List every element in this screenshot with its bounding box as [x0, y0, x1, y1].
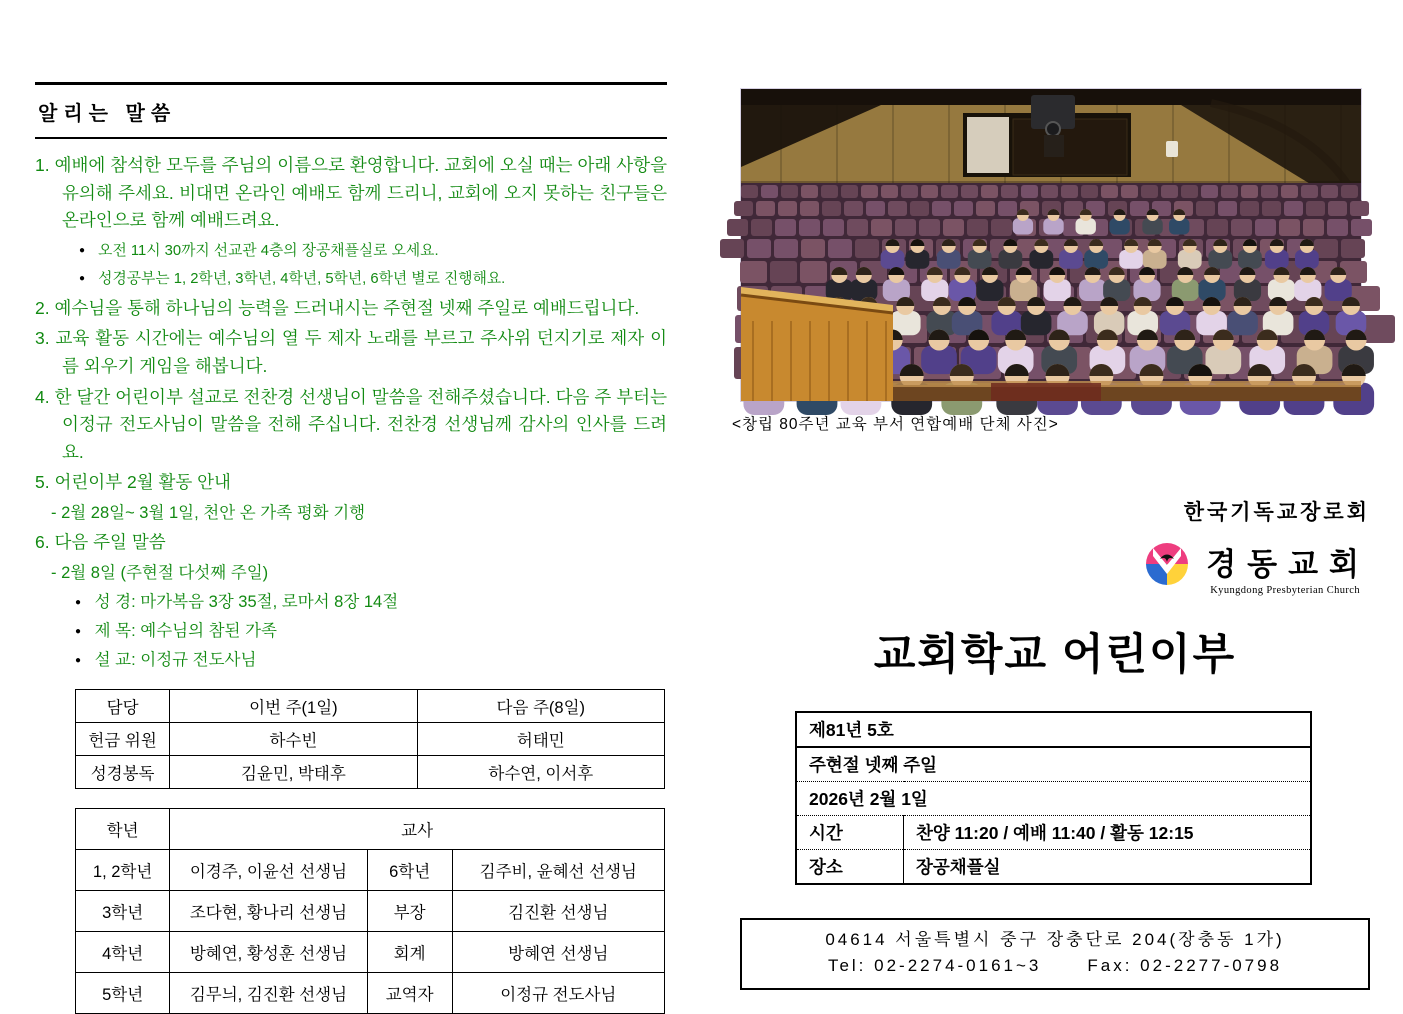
item-text: 어린이부 2월 활동 안내: [54, 472, 231, 493]
teacher-header-teacher: 교사: [170, 808, 665, 849]
dash-glyph: -: [51, 504, 57, 523]
announcement-bullet: [75, 618, 667, 645]
item-number: 4.: [35, 386, 50, 407]
table-row: [796, 782, 1311, 816]
duty-cell: 성경봉독: [76, 755, 170, 788]
teacher-table: [75, 808, 665, 1014]
masthead-title: 교회학교 어린이부: [873, 631, 1237, 679]
teacher-cell: 3학년: [76, 890, 170, 931]
teacher-cell: 1, 2학년: [76, 849, 170, 890]
item-number: 1.: [35, 155, 50, 175]
item-number: 3.: [35, 328, 50, 349]
duty-table: [75, 689, 665, 789]
teacher-cell: 부장: [367, 890, 452, 931]
table-row: [796, 850, 1311, 885]
teacher-cell: 교역자: [367, 972, 452, 1013]
announcement-item: [35, 325, 667, 380]
table-row: [76, 689, 665, 722]
item-text: 예수님을 통해 하나님의 능력을 드러내시는 주현절 넷째 주일로 예배드립니다.: [54, 297, 640, 318]
table-row: [76, 931, 665, 972]
announcement-item: [35, 384, 667, 467]
right-column: [732, 88, 1370, 990]
subitem-text: 2월 28일~ 3월 1일, 천안 온 가족 평화 기행: [61, 504, 366, 523]
item-text: 다음 주일 말씀: [54, 532, 166, 553]
teacher-cell: 이정규 전도사님: [452, 972, 664, 1013]
church-name: 경동교회: [1206, 547, 1370, 582]
item-text: 교육 활동 시간에는 예수님의 열 두 제자 노래를 부르고 주사위 던지기로 제자 이름 외우기 게임을 해봅니다.: [55, 328, 667, 376]
duty-cell: 김윤민, 박태후: [170, 755, 417, 788]
teacher-cell: 방혜연, 황성훈 선생님: [170, 931, 367, 972]
place-label: 장소: [796, 850, 904, 885]
announcement-bullet: [79, 266, 667, 292]
church-name-en: Kyungdong Presbyterian Church: [1210, 585, 1361, 596]
issue-week: 주현절 넷째 주일: [796, 747, 1311, 782]
bullet-icon: ●: [75, 597, 82, 609]
time-label: 시간: [796, 816, 904, 850]
photo-caption: <창립 80주년 교육 부서 연합예배 단체 사진>: [732, 416, 1059, 433]
telephone: Tel: 02-2274-0161~3: [827, 956, 1042, 976]
duty-cell: 하수연, 이서후: [417, 755, 664, 788]
dash-glyph: -: [51, 564, 57, 583]
issue-date: 2026년 2월 1일: [796, 782, 1311, 816]
item-number: 6.: [35, 532, 50, 553]
teacher-cell: 방혜연 선생님: [452, 931, 664, 972]
church-name-block: [1200, 539, 1370, 596]
table-row: [796, 816, 1311, 850]
bullet-text: 오전 11시 30까지 선교관 4층의 장공채플실로 오세요.: [98, 242, 439, 259]
bullet-icon: ●: [79, 244, 86, 256]
table-row: [76, 890, 665, 931]
teacher-cell: 5학년: [76, 972, 170, 1013]
issue-info: [795, 711, 1312, 885]
contact-line: [744, 953, 1366, 979]
denomination: 한국기독교장로회: [1183, 500, 1370, 524]
bullet-icon: ●: [75, 626, 82, 638]
group-photo-svg: [741, 89, 1361, 401]
duty-header-nextweek: 다음 주(8일): [417, 689, 664, 722]
announcement-item: [35, 529, 667, 557]
fax: Fax: 02-2277-0798: [1087, 956, 1283, 976]
item-number: 5.: [35, 472, 50, 493]
duty-header-role: 담당: [76, 689, 170, 722]
church-identity: [740, 539, 1370, 596]
duty-cell: 허태민: [417, 722, 664, 755]
announcement-bullet: [79, 238, 667, 264]
announcement-bullet: [75, 647, 667, 674]
item-number: 2.: [35, 297, 50, 318]
table-row: [76, 722, 665, 755]
church-logo-icon: [1143, 539, 1191, 589]
issue-table: [795, 711, 1312, 885]
announcement-bullet: [75, 589, 667, 616]
duty-cell: 헌금 위원: [76, 722, 170, 755]
address-line: 04614 서울특별시 중구 장충단로 204(장충동 1가): [825, 930, 1285, 949]
announcements-title: 알리는 말씀: [38, 103, 177, 125]
teacher-header-grade: 학년: [76, 808, 170, 849]
announcements-section: [35, 82, 667, 1014]
issue-number: 제81년 5호: [796, 712, 1311, 747]
teacher-cell: 6학년: [367, 849, 452, 890]
duty-cell: 하수빈: [170, 722, 417, 755]
bullet-icon: ●: [79, 273, 86, 285]
table-row: [796, 712, 1311, 747]
announcement-subitem: [51, 560, 667, 586]
table-row: [76, 808, 665, 849]
duty-header-thisweek: 이번 주(1일): [170, 689, 417, 722]
teacher-cell: 김주비, 윤혜선 선생님: [452, 849, 664, 890]
item-text: 한 달간 어린이부 설교로 전찬경 선생님이 말씀을 전해주셨습니다. 다음 주 부터는 이정규 전도사님이 말씀을 전해 주십니다. 전찬경 선생님께 감사의 인사를 드려요.: [54, 386, 667, 462]
address-box: [740, 918, 1370, 990]
place-value: 장공채플실: [916, 857, 1001, 877]
table-row: [76, 849, 665, 890]
bullet-text: 제 목: 예수님의 참된 가족: [94, 622, 277, 641]
announcement-item: [35, 295, 667, 323]
subitem-text: 2월 8일 (주현절 다섯째 주일): [61, 564, 269, 583]
time-value: 찬양 11:20 / 예배 11:40 / 활동 12:15: [904, 816, 1312, 850]
bullet-text: 성경공부는 1, 2학년, 3학년, 4학년, 5학년, 6학년 별로 진행해요.: [98, 271, 506, 288]
announcement-item: [35, 469, 667, 497]
item-text: 예배에 참석한 모두를 주님의 이름으로 환영합니다. 교회에 오실 때는 아래 사항을 유의해 주세요. 비대면 온라인 예배도 함께 드리니, 교회에 오지 못하는 친구들은 온라인으로 함께 예배드려요.: [54, 155, 667, 231]
group-photo: [740, 88, 1362, 402]
table-row: [76, 972, 665, 1013]
table-row: [76, 755, 665, 788]
bullet-text: 설 교: 이정규 전도사님: [94, 650, 257, 669]
teacher-cell: 회계: [367, 931, 452, 972]
teacher-cell: 4학년: [76, 931, 170, 972]
bullet-text: 성 경: 마가복음 3장 35절, 로마서 8장 14절: [94, 593, 399, 612]
teacher-cell: 김무늬, 김진환 선생님: [170, 972, 367, 1013]
teacher-cell: 이경주, 이윤선 선생님: [170, 849, 367, 890]
teacher-cell: 김진환 선생님: [452, 890, 664, 931]
bullet-icon: ●: [75, 654, 82, 666]
announcement-item: [35, 152, 667, 235]
teacher-cell: 조다현, 황나리 선생님: [170, 890, 367, 931]
announcement-subitem: [51, 500, 667, 526]
table-row: [796, 747, 1311, 782]
header-rule-bottom: [35, 137, 667, 139]
